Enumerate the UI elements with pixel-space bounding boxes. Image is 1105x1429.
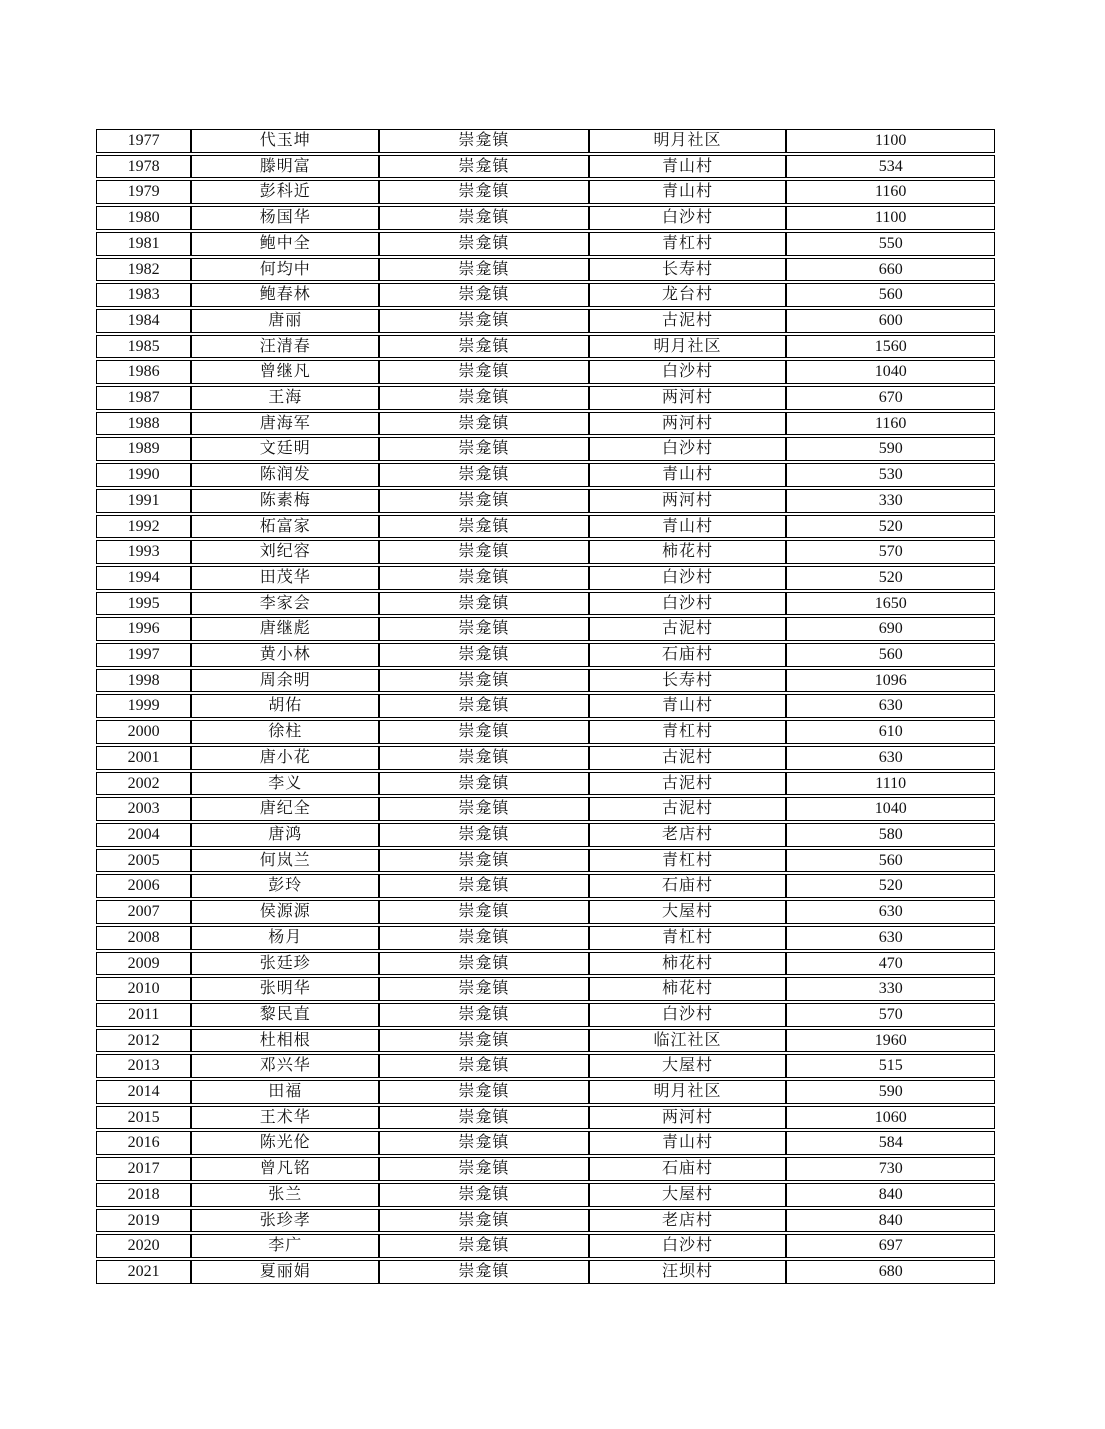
row-index-cell: 1995: [96, 592, 191, 616]
row-index-cell: 2010: [96, 977, 191, 1001]
name-cell: 曾继凡: [191, 360, 379, 384]
amount-cell: 1100: [786, 206, 995, 230]
table-row: [96, 746, 995, 770]
name-cell: 汪清春: [191, 335, 379, 359]
row-index-cell: 2019: [96, 1209, 191, 1233]
amount-cell: 1110: [786, 772, 995, 796]
row-index-cell: 1998: [96, 669, 191, 693]
name-cell: 唐小花: [191, 746, 379, 770]
amount-cell: 697: [786, 1234, 995, 1258]
town-cell: 崇龛镇: [379, 258, 588, 282]
table-row: [96, 283, 995, 307]
table-row: [96, 155, 995, 179]
name-cell: 柘富家: [191, 515, 379, 539]
village-cell: 青杠村: [589, 720, 787, 744]
table-row: [96, 1106, 995, 1130]
village-cell: 青山村: [589, 180, 787, 204]
table-row: [96, 1234, 995, 1258]
name-cell: 张珍孝: [191, 1209, 379, 1233]
town-cell: 崇龛镇: [379, 1054, 588, 1078]
town-cell: 崇龛镇: [379, 720, 588, 744]
village-cell: 明月社区: [589, 335, 787, 359]
town-cell: 崇龛镇: [379, 489, 588, 513]
row-index-cell: 1980: [96, 206, 191, 230]
name-cell: 张廷珍: [191, 952, 379, 976]
name-cell: 杜相根: [191, 1029, 379, 1053]
amount-cell: 1160: [786, 412, 995, 436]
village-cell: 白沙村: [589, 360, 787, 384]
table-row: [96, 515, 995, 539]
town-cell: 崇龛镇: [379, 386, 588, 410]
village-cell: 青山村: [589, 515, 787, 539]
village-cell: 青山村: [589, 155, 787, 179]
town-cell: 崇龛镇: [379, 669, 588, 693]
table-row: [96, 180, 995, 204]
table-row: [96, 874, 995, 898]
town-cell: 崇龛镇: [379, 180, 588, 204]
name-cell: 刘纪容: [191, 540, 379, 564]
town-cell: 崇龛镇: [379, 1183, 588, 1207]
table-row: [96, 386, 995, 410]
row-index-cell: 1990: [96, 463, 191, 487]
amount-cell: 840: [786, 1183, 995, 1207]
amount-cell: 730: [786, 1157, 995, 1181]
name-cell: 黄小林: [191, 643, 379, 667]
table-row: [96, 1157, 995, 1181]
town-cell: 崇龛镇: [379, 309, 588, 333]
amount-cell: 660: [786, 258, 995, 282]
name-cell: 唐纪全: [191, 797, 379, 821]
amount-cell: 520: [786, 566, 995, 590]
town-cell: 崇龛镇: [379, 823, 588, 847]
name-cell: 邓兴华: [191, 1054, 379, 1078]
table-row: [96, 900, 995, 924]
table-row: [96, 412, 995, 436]
town-cell: 崇龛镇: [379, 849, 588, 873]
town-cell: 崇龛镇: [379, 437, 588, 461]
table-row: [96, 566, 995, 590]
town-cell: 崇龛镇: [379, 463, 588, 487]
table-row: [96, 258, 995, 282]
town-cell: 崇龛镇: [379, 926, 588, 950]
table-row: [96, 1209, 995, 1233]
village-cell: 白沙村: [589, 206, 787, 230]
row-index-cell: 2002: [96, 772, 191, 796]
village-cell: 老店村: [589, 823, 787, 847]
village-cell: 白沙村: [589, 437, 787, 461]
row-index-cell: 2020: [96, 1234, 191, 1258]
row-index-cell: 2005: [96, 849, 191, 873]
name-cell: 曾凡铭: [191, 1157, 379, 1181]
row-index-cell: 1999: [96, 694, 191, 718]
name-cell: 李广: [191, 1234, 379, 1258]
town-cell: 崇龛镇: [379, 335, 588, 359]
name-cell: 唐海军: [191, 412, 379, 436]
name-cell: 周余明: [191, 669, 379, 693]
amount-cell: 580: [786, 823, 995, 847]
amount-cell: 590: [786, 437, 995, 461]
table-row: [96, 797, 995, 821]
row-index-cell: 1986: [96, 360, 191, 384]
town-cell: 崇龛镇: [379, 206, 588, 230]
name-cell: 陈光伦: [191, 1131, 379, 1155]
table-row: [96, 669, 995, 693]
row-index-cell: 1983: [96, 283, 191, 307]
village-cell: 青杠村: [589, 849, 787, 873]
table-row: [96, 694, 995, 718]
row-index-cell: 2016: [96, 1131, 191, 1155]
name-cell: 何均中: [191, 258, 379, 282]
village-cell: 白沙村: [589, 592, 787, 616]
name-cell: 侯源源: [191, 900, 379, 924]
table-row: [96, 643, 995, 667]
table-row: [96, 1080, 995, 1104]
row-index-cell: 2009: [96, 952, 191, 976]
row-index-cell: 1991: [96, 489, 191, 513]
amount-cell: 560: [786, 643, 995, 667]
name-cell: 王海: [191, 386, 379, 410]
row-index-cell: 1997: [96, 643, 191, 667]
village-cell: 大屋村: [589, 900, 787, 924]
amount-cell: 840: [786, 1209, 995, 1233]
row-index-cell: 2018: [96, 1183, 191, 1207]
town-cell: 崇龛镇: [379, 746, 588, 770]
table-row: [96, 309, 995, 333]
table-row: [96, 360, 995, 384]
village-cell: 两河村: [589, 489, 787, 513]
amount-cell: 1040: [786, 360, 995, 384]
amount-cell: 584: [786, 1131, 995, 1155]
village-cell: 长寿村: [589, 258, 787, 282]
village-cell: 大屋村: [589, 1054, 787, 1078]
village-cell: 柿花村: [589, 952, 787, 976]
village-cell: 古泥村: [589, 746, 787, 770]
row-index-cell: 1992: [96, 515, 191, 539]
amount-cell: 520: [786, 874, 995, 898]
row-index-cell: 1984: [96, 309, 191, 333]
village-cell: 龙台村: [589, 283, 787, 307]
row-index-cell: 1994: [96, 566, 191, 590]
amount-cell: 520: [786, 515, 995, 539]
table-body: [96, 129, 995, 1284]
village-cell: 古泥村: [589, 617, 787, 641]
amount-cell: 1960: [786, 1029, 995, 1053]
name-cell: 鲍中全: [191, 232, 379, 256]
amount-cell: 690: [786, 617, 995, 641]
village-cell: 白沙村: [589, 1234, 787, 1258]
amount-cell: 330: [786, 489, 995, 513]
town-cell: 崇龛镇: [379, 1003, 588, 1027]
row-index-cell: 2011: [96, 1003, 191, 1027]
village-cell: 古泥村: [589, 772, 787, 796]
amount-cell: 1060: [786, 1106, 995, 1130]
row-index-cell: 2014: [96, 1080, 191, 1104]
name-cell: 李义: [191, 772, 379, 796]
village-cell: 青山村: [589, 1131, 787, 1155]
amount-cell: 530: [786, 463, 995, 487]
records-table: [96, 127, 995, 1286]
name-cell: 唐鸿: [191, 823, 379, 847]
row-index-cell: 1996: [96, 617, 191, 641]
village-cell: 古泥村: [589, 797, 787, 821]
town-cell: 崇龛镇: [379, 592, 588, 616]
amount-cell: 630: [786, 926, 995, 950]
row-index-cell: 1977: [96, 129, 191, 153]
table-row: [96, 849, 995, 873]
amount-cell: 590: [786, 1080, 995, 1104]
row-index-cell: 2008: [96, 926, 191, 950]
amount-cell: 630: [786, 694, 995, 718]
records-table-container: [96, 127, 995, 1286]
amount-cell: 1650: [786, 592, 995, 616]
village-cell: 石庙村: [589, 874, 787, 898]
name-cell: 滕明富: [191, 155, 379, 179]
amount-cell: 1560: [786, 335, 995, 359]
town-cell: 崇龛镇: [379, 1080, 588, 1104]
amount-cell: 1160: [786, 180, 995, 204]
village-cell: 汪坝村: [589, 1260, 787, 1284]
name-cell: 杨国华: [191, 206, 379, 230]
town-cell: 崇龛镇: [379, 874, 588, 898]
name-cell: 鲍春林: [191, 283, 379, 307]
name-cell: 唐丽: [191, 309, 379, 333]
village-cell: 石庙村: [589, 643, 787, 667]
town-cell: 崇龛镇: [379, 1131, 588, 1155]
town-cell: 崇龛镇: [379, 412, 588, 436]
village-cell: 青杠村: [589, 232, 787, 256]
name-cell: 李家会: [191, 592, 379, 616]
town-cell: 崇龛镇: [379, 1029, 588, 1053]
name-cell: 彭科近: [191, 180, 379, 204]
village-cell: 长寿村: [589, 669, 787, 693]
table-row: [96, 823, 995, 847]
table-row: [96, 1131, 995, 1155]
amount-cell: 515: [786, 1054, 995, 1078]
amount-cell: 610: [786, 720, 995, 744]
name-cell: 夏丽娟: [191, 1260, 379, 1284]
row-index-cell: 1981: [96, 232, 191, 256]
town-cell: 崇龛镇: [379, 566, 588, 590]
name-cell: 黎民直: [191, 1003, 379, 1027]
village-cell: 明月社区: [589, 129, 787, 153]
amount-cell: 1096: [786, 669, 995, 693]
table-row: [96, 437, 995, 461]
amount-cell: 670: [786, 386, 995, 410]
amount-cell: 630: [786, 900, 995, 924]
town-cell: 崇龛镇: [379, 797, 588, 821]
amount-cell: 560: [786, 849, 995, 873]
name-cell: 田茂华: [191, 566, 379, 590]
name-cell: 徐柱: [191, 720, 379, 744]
table-row: [96, 772, 995, 796]
town-cell: 崇龛镇: [379, 977, 588, 1001]
town-cell: 崇龛镇: [379, 360, 588, 384]
town-cell: 崇龛镇: [379, 232, 588, 256]
row-index-cell: 2006: [96, 874, 191, 898]
village-cell: 白沙村: [589, 566, 787, 590]
row-index-cell: 2017: [96, 1157, 191, 1181]
name-cell: 唐继彪: [191, 617, 379, 641]
village-cell: 两河村: [589, 1106, 787, 1130]
village-cell: 两河村: [589, 386, 787, 410]
town-cell: 崇龛镇: [379, 540, 588, 564]
name-cell: 田福: [191, 1080, 379, 1104]
name-cell: 陈润发: [191, 463, 379, 487]
table-row: [96, 1260, 995, 1284]
row-index-cell: 2007: [96, 900, 191, 924]
table-row: [96, 952, 995, 976]
town-cell: 崇龛镇: [379, 155, 588, 179]
table-row: [96, 540, 995, 564]
table-row: [96, 1029, 995, 1053]
amount-cell: 534: [786, 155, 995, 179]
name-cell: 代玉坤: [191, 129, 379, 153]
amount-cell: 470: [786, 952, 995, 976]
town-cell: 崇龛镇: [379, 515, 588, 539]
town-cell: 崇龛镇: [379, 694, 588, 718]
town-cell: 崇龛镇: [379, 1260, 588, 1284]
village-cell: 明月社区: [589, 1080, 787, 1104]
name-cell: 文廷明: [191, 437, 379, 461]
row-index-cell: 2000: [96, 720, 191, 744]
name-cell: 张兰: [191, 1183, 379, 1207]
amount-cell: 680: [786, 1260, 995, 1284]
table-row: [96, 489, 995, 513]
name-cell: 何岚兰: [191, 849, 379, 873]
table-row: [96, 463, 995, 487]
town-cell: 崇龛镇: [379, 952, 588, 976]
village-cell: 大屋村: [589, 1183, 787, 1207]
village-cell: 柿花村: [589, 977, 787, 1001]
name-cell: 胡佑: [191, 694, 379, 718]
name-cell: 陈素梅: [191, 489, 379, 513]
name-cell: 杨月: [191, 926, 379, 950]
amount-cell: 600: [786, 309, 995, 333]
table-row: [96, 1054, 995, 1078]
table-row: [96, 1003, 995, 1027]
table-row: [96, 1183, 995, 1207]
row-index-cell: 2001: [96, 746, 191, 770]
village-cell: 老店村: [589, 1209, 787, 1233]
table-row: [96, 206, 995, 230]
village-cell: 古泥村: [589, 309, 787, 333]
village-cell: 青杠村: [589, 926, 787, 950]
row-index-cell: 1988: [96, 412, 191, 436]
row-index-cell: 2013: [96, 1054, 191, 1078]
town-cell: 崇龛镇: [379, 900, 588, 924]
town-cell: 崇龛镇: [379, 643, 588, 667]
table-row: [96, 592, 995, 616]
row-index-cell: 1985: [96, 335, 191, 359]
amount-cell: 550: [786, 232, 995, 256]
amount-cell: 560: [786, 283, 995, 307]
amount-cell: 330: [786, 977, 995, 1001]
name-cell: 张明华: [191, 977, 379, 1001]
village-cell: 白沙村: [589, 1003, 787, 1027]
table-row: [96, 129, 995, 153]
amount-cell: 570: [786, 540, 995, 564]
village-cell: 青山村: [589, 694, 787, 718]
row-index-cell: 1987: [96, 386, 191, 410]
town-cell: 崇龛镇: [379, 617, 588, 641]
row-index-cell: 1979: [96, 180, 191, 204]
village-cell: 临江社区: [589, 1029, 787, 1053]
row-index-cell: 2015: [96, 1106, 191, 1130]
village-cell: 青山村: [589, 463, 787, 487]
row-index-cell: 1993: [96, 540, 191, 564]
town-cell: 崇龛镇: [379, 283, 588, 307]
town-cell: 崇龛镇: [379, 1157, 588, 1181]
town-cell: 崇龛镇: [379, 1209, 588, 1233]
amount-cell: 1100: [786, 129, 995, 153]
town-cell: 崇龛镇: [379, 129, 588, 153]
table-row: [96, 977, 995, 1001]
village-cell: 石庙村: [589, 1157, 787, 1181]
row-index-cell: 1978: [96, 155, 191, 179]
town-cell: 崇龛镇: [379, 1234, 588, 1258]
row-index-cell: 2003: [96, 797, 191, 821]
name-cell: 彭玲: [191, 874, 379, 898]
amount-cell: 1040: [786, 797, 995, 821]
row-index-cell: 2004: [96, 823, 191, 847]
name-cell: 王术华: [191, 1106, 379, 1130]
village-cell: 柿花村: [589, 540, 787, 564]
village-cell: 两河村: [589, 412, 787, 436]
town-cell: 崇龛镇: [379, 1106, 588, 1130]
amount-cell: 630: [786, 746, 995, 770]
table-row: [96, 926, 995, 950]
row-index-cell: 2021: [96, 1260, 191, 1284]
row-index-cell: 2012: [96, 1029, 191, 1053]
table-row: [96, 720, 995, 744]
row-index-cell: 1989: [96, 437, 191, 461]
town-cell: 崇龛镇: [379, 772, 588, 796]
row-index-cell: 1982: [96, 258, 191, 282]
table-row: [96, 617, 995, 641]
table-row: [96, 232, 995, 256]
table-row: [96, 335, 995, 359]
amount-cell: 570: [786, 1003, 995, 1027]
